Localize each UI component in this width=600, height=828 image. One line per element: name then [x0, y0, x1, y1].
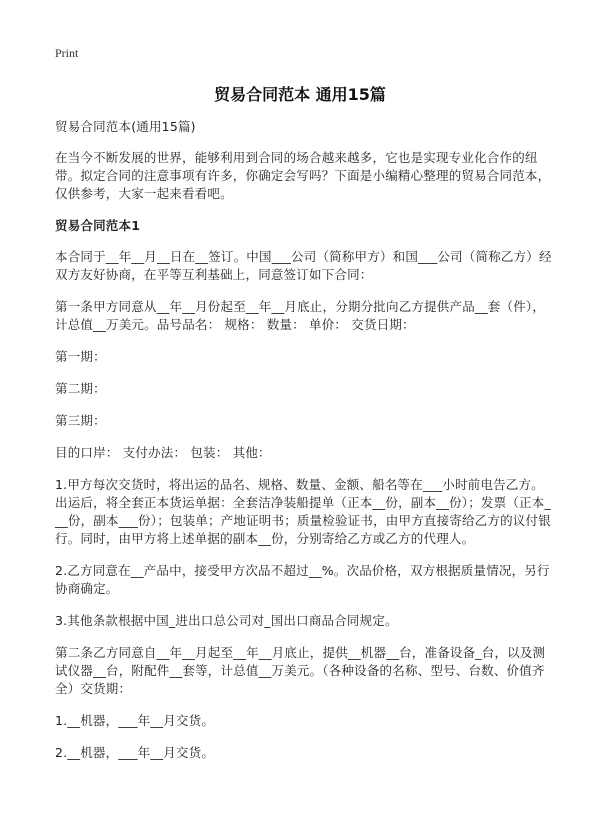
document-subtitle: 贸易合同范本(通用15篇)	[55, 119, 196, 134]
phase-two: 第二期：	[55, 381, 106, 396]
document-body	[55, 118, 553, 776]
clause-3: 3.其他条款根据中国_进出口总公司对_国出口商品合同规定。	[55, 613, 398, 628]
print-link[interactable]: Print	[55, 46, 79, 60]
contract-preamble: 本合同于__年__月__日在__签订。中国___公司（简称甲方）和国___公司（简称乙方）经双方友好协商，在平等互利基础上，同意签订如下合同：	[55, 249, 552, 282]
clause-1: 1.甲方每次交货时，将出运的品名、规格、数量、金额、船名等在___小时前电告乙方。出运后，将全套正本货运单据：全套洁净装船提单（正本__份，副本__份）；发票（正本___份，副本___份）；包装单；产地证明书；质量检验证书，由甲方直接寄给乙方的议付银行。同时，由甲方将上述单据的副本__份，分别寄给乙方或乙方的代理人。	[55, 477, 551, 546]
phase-three: 第三期：	[55, 413, 106, 428]
delivery-item-2: 2.__机器，___年__月交货。	[55, 745, 215, 760]
section-heading: 贸易合同范本1	[55, 218, 141, 233]
document-title: 贸易合同范本 通用15篇	[214, 85, 386, 104]
delivery-item-1: 1.__机器，___年__月交货。	[55, 713, 215, 728]
article-two: 第二条乙方同意自__年__月起至__年__月底止，提供__机器__台，准备设备_台，以及测试仪器__台，附配件__套等，计总值__万美元。（各种设备的名称、型号、台数、价值齐全）交货期：	[55, 645, 546, 696]
article-one: 第一条甲方同意从__年__月份起至__年__月底止，分期分批向乙方提供产品__套（件），计总值__万美元。品号品名： 规格： 数量： 单价： 交货日期：	[55, 299, 546, 332]
clause-2: 2.乙方同意在__产品中，接受甲方次品不超过__%。次品价格，双方根据质量情况，另行协商确定。	[55, 563, 550, 596]
phase-one: 第一期：	[55, 349, 106, 364]
port-payment-line: 目的口岸： 支付办法： 包装： 其他：	[55, 445, 271, 460]
intro-paragraph: 在当今不断发展的世界，能够利用到合同的场合越来越多，它也是实现专业化合作的纽带。拟定合同的注意事项有许多，你确定会写吗？下面是小编精心整理的贸易合同范本，仅供参考，大家一起来看看吧。	[55, 150, 551, 201]
